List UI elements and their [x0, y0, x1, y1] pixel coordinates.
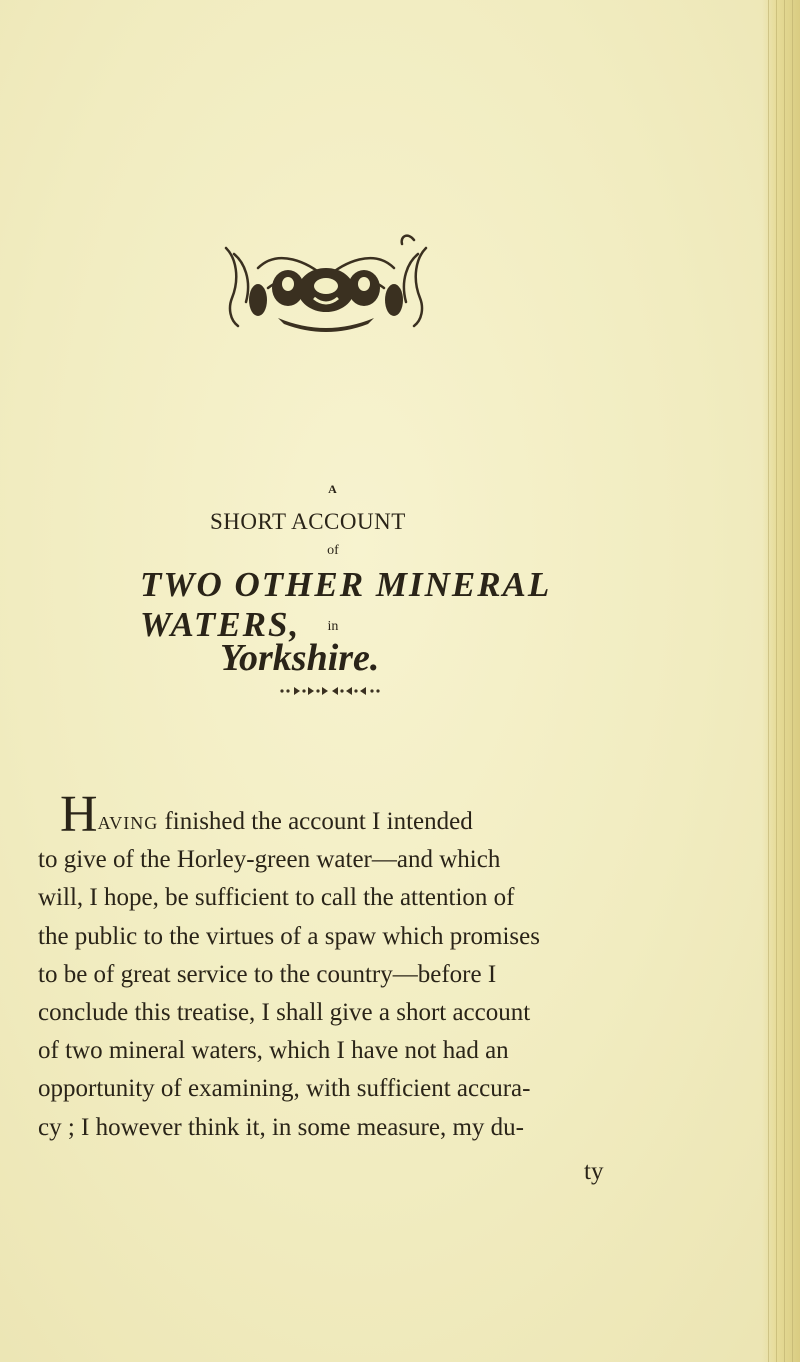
body-paragraph	[38, 786, 638, 1147]
text-line: will, I hope, be sufficient to call the attention of	[38, 884, 515, 912]
heading-of: of	[327, 543, 339, 558]
rule-ornament	[278, 685, 382, 697]
heading-place: Yorkshire.	[220, 637, 380, 679]
heading-in: in	[327, 619, 339, 634]
text-line: the public to the virtues of a spaw which promises	[38, 922, 540, 950]
heading-article: A	[328, 482, 338, 496]
drop-cap: H	[60, 786, 98, 843]
heading-title: TWO OTHER MINERAL WATERS,	[140, 565, 550, 644]
text-line: conclude this treatise, I shall give a short account	[38, 999, 531, 1027]
text-line: of two mineral waters, which I have not had an	[38, 1037, 509, 1065]
text-line-content: finished the account I intended	[158, 808, 473, 835]
headpiece-ornament	[218, 228, 434, 338]
text-line: to be of great service to the country—before I	[38, 960, 497, 988]
text-line: to give of the Horley-green water—and which	[38, 846, 501, 874]
text-line: opportunity of examining, with sufficient accura-	[38, 1075, 531, 1103]
catchword: ty	[584, 1158, 604, 1185]
first-word: aving	[97, 808, 159, 835]
text-line	[38, 786, 638, 843]
text-line: cy ; I however think it, in some measure, my du-	[38, 1113, 524, 1141]
page-edge	[762, 0, 800, 1362]
heading-short-account: SHORT ACCOUNT	[210, 509, 406, 534]
